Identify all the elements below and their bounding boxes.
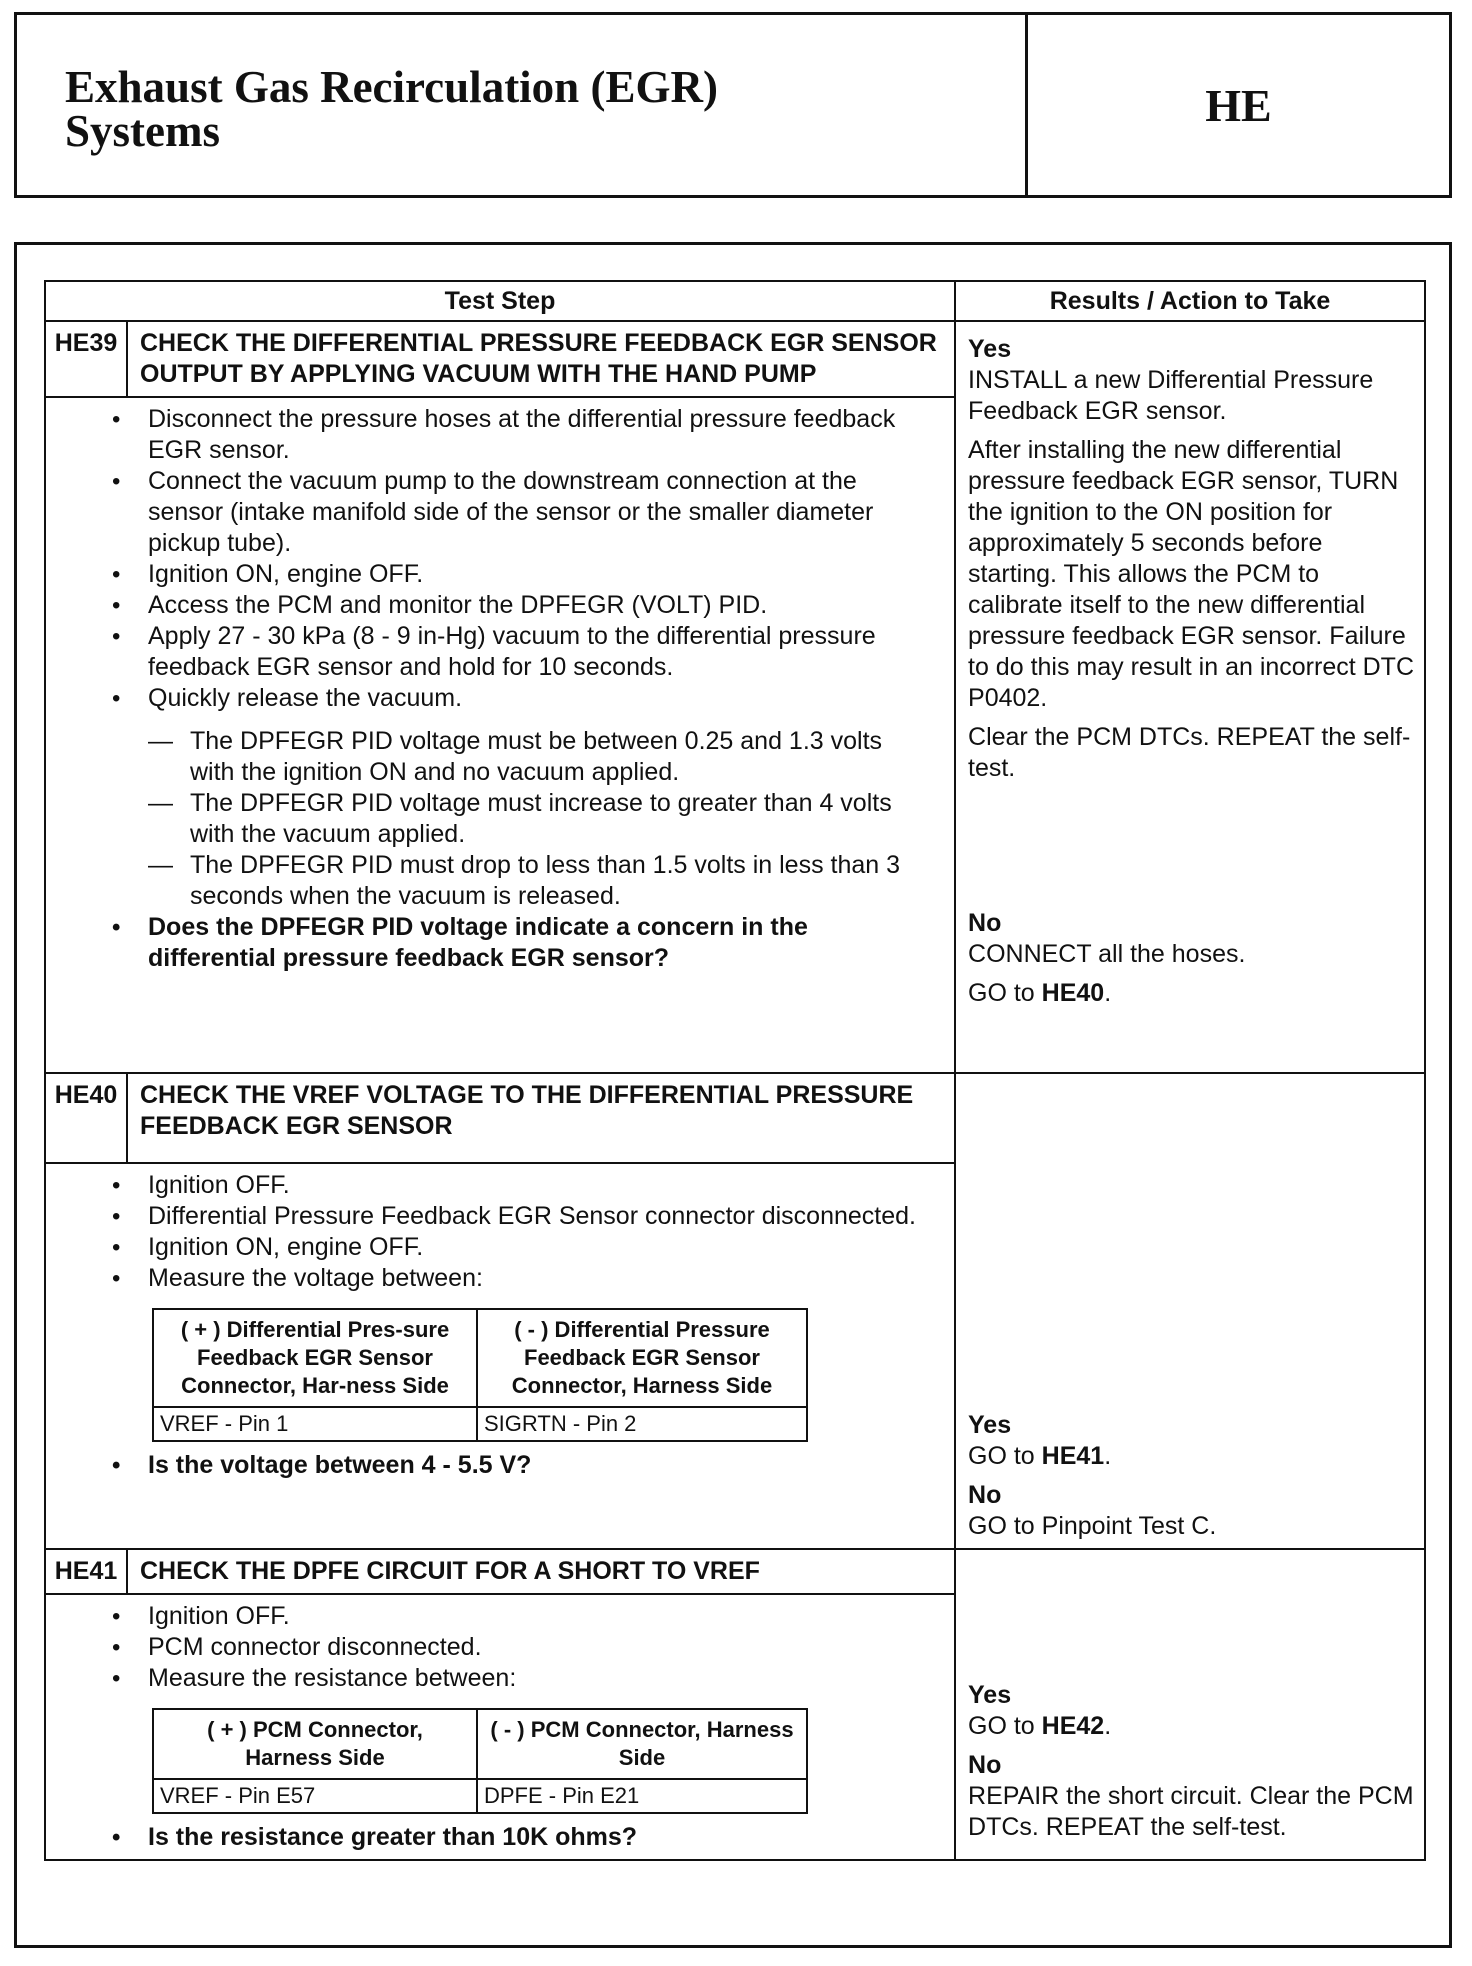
page-title <box>65 62 985 156</box>
goto-suffix: . <box>1104 979 1112 1007</box>
step-body <box>45 1594 955 1860</box>
criteria-list <box>148 726 924 912</box>
no-label: No <box>968 1751 1002 1779</box>
step-title-row <box>45 321 1425 397</box>
measurement-value-positive: VREF - Pin 1 <box>153 1407 477 1441</box>
yes-label: Yes <box>968 335 1012 363</box>
step-results <box>955 1073 1425 1549</box>
goto-prefix: GO to <box>968 1712 1035 1740</box>
measurement-value-positive: VREF - Pin E57 <box>153 1779 477 1813</box>
yes-action-detail: After installing the new differential pressure feedback EGR sensor, TURN the ignition to the ON position for approximately 5 seconds before starting. This allows the PCM to calibrate itself to the new differential pressure feedback EGR sensor. Failure to do this may result in an incorrect DTC P0402. <box>968 436 1415 712</box>
goto-link-he40[interactable]: HE40 <box>1041 979 1105 1007</box>
list-item: • Quickly release the vacuum. <box>106 683 924 714</box>
list-item: • Measure the voltage between: <box>106 1263 924 1294</box>
no-action: CONNECT all the hoses. <box>968 940 1246 968</box>
goto-suffix: . <box>1104 1712 1112 1740</box>
step-question: • Is the resistance greater than 10K ohms? <box>106 1822 924 1853</box>
no-goto <box>968 978 1416 1009</box>
step-title: CHECK THE DPFE CIRCUIT FOR A SHORT TO VREF <box>127 1549 955 1594</box>
step-title: CHECK THE VREF VOLTAGE TO THE DIFFERENTIAL PRESSURE FEEDBACK EGR SENSOR <box>127 1073 955 1163</box>
list-item: • Measure the resistance between: <box>106 1663 924 1694</box>
list-item: • Apply 27 - 30 kPa (8 - 9 in-Hg) vacuum to the differential pressure feedback EGR sensor and hold for 10 seconds. <box>106 621 924 683</box>
step-title: CHECK THE DIFFERENTIAL PRESSURE FEEDBACK EGR SENSOR OUTPUT BY APPLYING VACUUM WITH THE HAND PUMP <box>127 321 955 397</box>
list-item: • Connect the vacuum pump to the downstream connection at the sensor (intake manifold side of the sensor or the smaller diameter pickup tube). <box>106 466 924 559</box>
yes-action-clear: Clear the PCM DTCs. REPEAT the self-test. <box>968 723 1411 782</box>
step-body <box>45 397 955 1073</box>
list-item: • Access the PCM and monitor the DPFEGR (VOLT) PID. <box>106 590 924 621</box>
step-question: • Does the DPFEGR PID voltage indicate a concern in the differential pressure feedback EGR sensor? <box>106 912 924 974</box>
page-header <box>14 12 1452 198</box>
criteria-item: — The DPFEGR PID must drop to less than 1.5 volts in less than 3 seconds when the vacuum is released. <box>148 850 924 912</box>
step-results <box>955 321 1425 1073</box>
goto-suffix: . <box>1104 1442 1112 1470</box>
measurement-table <box>152 1308 808 1442</box>
criteria-item: — The DPFEGR PID voltage must increase to greater than 4 volts with the vacuum applied. <box>148 788 924 850</box>
col-header-test-step: Test Step <box>45 281 955 321</box>
measurement-table <box>152 1708 808 1814</box>
no-label: No <box>968 909 1002 937</box>
measurement-header-positive: ( + ) Differential Pres-sure Feedback EGR Sensor Connector, Har-ness Side <box>153 1309 477 1407</box>
list-item: • Disconnect the pressure hoses at the differential pressure feedback EGR sensor. <box>106 404 924 466</box>
step-results <box>955 1549 1425 1860</box>
step-title-row <box>45 1549 1425 1594</box>
measurement-header-negative: ( - ) Differential Pressure Feedback EGR Sensor Connector, Harness Side <box>477 1309 807 1407</box>
diagnostic-table <box>44 280 1426 1861</box>
no-label: No <box>968 1481 1002 1509</box>
measurement-header-positive: ( + ) PCM Connector, Harness Side <box>153 1709 477 1779</box>
list-item: • Ignition ON, engine OFF. <box>106 1232 924 1263</box>
criteria-item: — The DPFEGR PID voltage must be between 0.25 and 1.3 volts with the ignition ON and no vacuum applied. <box>148 726 924 788</box>
list-item: • Ignition OFF. <box>106 1170 924 1201</box>
yes-action: INSTALL a new Differential Pressure Feedback EGR sensor. <box>968 366 1374 425</box>
yes-label: Yes <box>968 1681 1012 1709</box>
list-item: • Ignition ON, engine OFF. <box>106 559 924 590</box>
step-body <box>45 1163 955 1549</box>
step-id: HE40 <box>45 1073 127 1163</box>
page-title-line1: Exhaust Gas Recirculation (EGR) <box>65 62 718 112</box>
no-action: GO to Pinpoint Test C. <box>968 1512 1217 1540</box>
step-title-row <box>45 1073 1425 1163</box>
list-item: • PCM connector disconnected. <box>106 1632 924 1663</box>
measurement-value-negative: SIGRTN - Pin 2 <box>477 1407 807 1441</box>
yes-label: Yes <box>968 1411 1012 1439</box>
goto-link-he42[interactable]: HE42 <box>1041 1712 1105 1740</box>
goto-prefix: GO to <box>968 979 1035 1007</box>
yes-goto <box>968 1711 1416 1742</box>
yes-goto <box>968 1441 1416 1472</box>
table-header-row <box>45 281 1425 321</box>
no-action: REPAIR the short circuit. Clear the PCM DTCs. REPEAT the self-test. <box>968 1782 1414 1841</box>
list-item: • Ignition OFF. <box>106 1601 924 1632</box>
goto-prefix: GO to <box>968 1442 1035 1470</box>
measurement-header-negative: ( - ) PCM Connector, Harness Side <box>477 1709 807 1779</box>
measurement-value-negative: DPFE - Pin E21 <box>477 1779 807 1813</box>
section-code: HE <box>1205 79 1272 131</box>
list-item: • Differential Pressure Feedback EGR Sensor connector disconnected. <box>106 1201 924 1232</box>
goto-link-he41[interactable]: HE41 <box>1041 1442 1105 1470</box>
step-id: HE39 <box>45 321 127 397</box>
page-title-line2: Systems <box>65 106 220 156</box>
col-header-results: Results / Action to Take <box>955 281 1425 321</box>
step-question: • Is the voltage between 4 - 5.5 V? <box>106 1450 924 1481</box>
step-id: HE41 <box>45 1549 127 1594</box>
